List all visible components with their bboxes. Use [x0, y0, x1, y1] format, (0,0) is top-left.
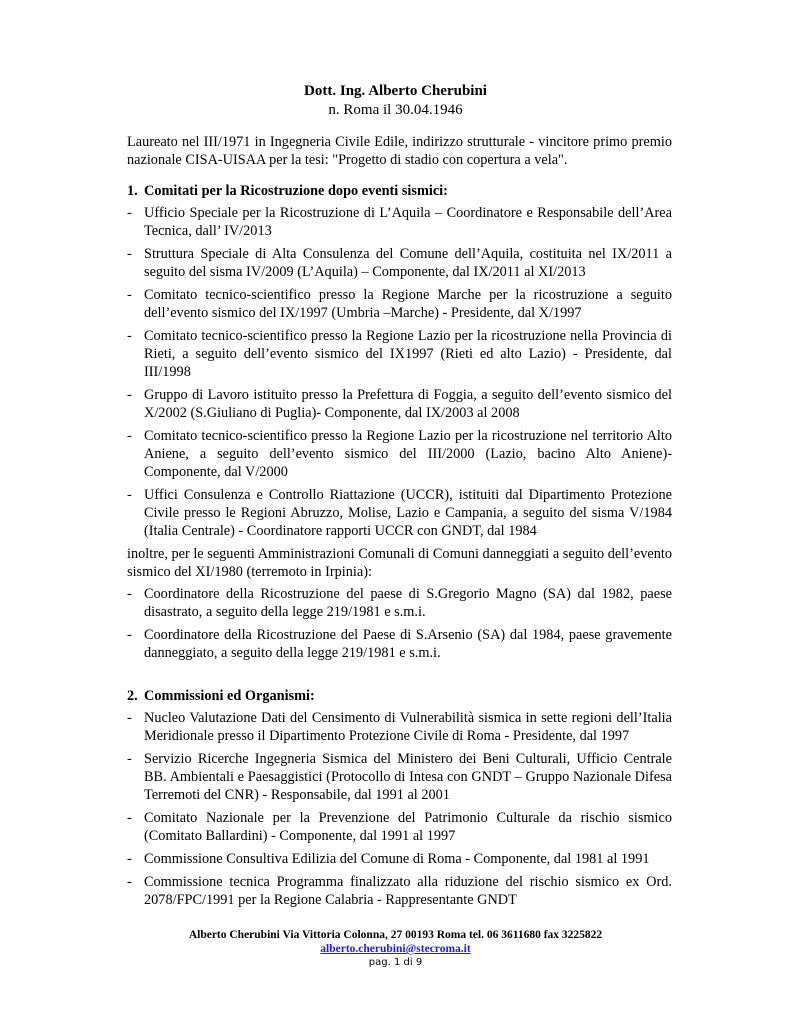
bullet-dash: - — [127, 627, 132, 643]
list-item: - Commissione Consultiva Edilizia del Comune di Roma - Componente, dal 1981 al 1991 — [127, 851, 650, 867]
footer-email-link[interactable]: alberto.cherubini@stecroma.it — [320, 943, 471, 955]
list-item: - Comitato Nazionale per la Prevenzione del Patrimonio Culturale da rischio sismico (Comitato Ballardini) - Componente, dal 1991 al 1997 — [127, 810, 672, 844]
section-2-title — [127, 687, 672, 705]
list-item: - Comitato tecnico-scientifico presso la Regione Lazio per la ricostruzione nel territorio Alto Aniene, a seguito dell’evento sismico del III/2000 (Lazio, bacino Alto Aniene)- Componente, dal V/2000 — [127, 428, 672, 480]
page-footer — [0, 928, 791, 970]
bullet-dash: - — [127, 710, 132, 726]
section-1-heading: Comitati per la Ricostruzione dopo eventi sismici: — [144, 183, 448, 199]
bullet-dash: - — [127, 428, 132, 444]
list-item: - Uffici Consulenza e Controllo Riattazione (UCCR), istituiti dal Dipartimento Protezione Civile presso le Regioni Abruzzo, Molise, Lazio e Campania, a seguito del sisma V/1984 (Italia Centrale) - Coordinatore rapporti UCCR con GNDT, dal 1984 — [127, 487, 672, 539]
bullet-dash: - — [127, 810, 132, 826]
section-1-title — [127, 182, 672, 200]
footer-address: Alberto Cherubini Via Vittoria Colonna, 27 00193 Roma tel. 06 3611680 fax 3225822 — [188, 929, 603, 941]
list-item: - Comitato tecnico-scientifico presso la Regione Lazio per la ricostruzione nella Provincia di Rieti, a seguito dell’evento sismico del IX1997 (Rieti ed alto Lazio) - Presidente, dal III/1998 — [127, 328, 672, 380]
intro-paragraph: Laureato nel III/1971 in Ingegneria Civile Edile, indirizzo strutturale - vincitore primo premio nazionale CISA-UISAA per la tesi: "Progetto di stadio con copertura a vela". — [127, 134, 672, 168]
bullet-dash: - — [127, 387, 132, 403]
section-2-heading: Commissioni ed Organismi: — [144, 688, 315, 704]
page-number: pag. 1 di 9 — [368, 957, 423, 968]
bullet-dash: - — [127, 751, 132, 767]
bullet-dash: - — [127, 487, 132, 503]
list-item: - Struttura Speciale di Alta Consulenza del Comune dell’Aquila, costituita nel IX/2011 a seguito del sisma IV/2009 (L’Aquila) – Componente, dal IX/2011 al XI/2013 — [127, 246, 672, 280]
document-header — [0, 82, 791, 120]
list-item: - Nucleo Valutazione Dati del Censimento di Vulnerabilità sismica in sette regioni dell’Italia Meridionale presso il Dipartimento Protezione Civile di Roma - Presidente, dal 1997 — [127, 710, 672, 744]
bullet-dash: - — [127, 851, 132, 867]
bullet-dash: - — [127, 328, 132, 344]
bullet-dash: - — [127, 586, 132, 602]
section-1-number: 1. — [127, 183, 138, 199]
section-2-number: 2. — [127, 688, 138, 704]
section-spacer — [127, 667, 672, 687]
inoltre-paragraph: inoltre, per le seguenti Amministrazioni Comunali di Comuni danneggiati a seguito dell’evento sismico del XI/1980 (terremoto in Irpinia): — [127, 546, 672, 580]
section-1-list — [127, 204, 672, 540]
section-2-list — [127, 709, 672, 909]
list-item: - Commissione tecnica Programma finalizzato alla riduzione del rischio sismico ex Ord. 2078/FPC/1991 per la Regione Calabria - Rappresentante GNDT — [127, 874, 672, 908]
list-item: - Coordinatore della Ricostruzione del Paese di S.Arsenio (SA) dal 1984, paese gravemente danneggiato, a seguito della legge 219/1981 e s.m.i. — [127, 627, 672, 661]
author-name: Dott. Ing. Alberto Cherubini — [304, 83, 487, 99]
bullet-dash: - — [127, 246, 132, 262]
document-body — [127, 133, 672, 914]
bullet-dash: - — [127, 874, 132, 890]
bullet-dash: - — [127, 287, 132, 303]
section-1-sublist — [127, 585, 672, 662]
birth-info: n. Roma il 30.04.1946 — [328, 102, 463, 118]
list-item: - Coordinatore della Ricostruzione del paese di S.Gregorio Magno (SA) dal 1982, paese disastrato, a seguito della legge 219/1981 e s.m.i. — [127, 586, 672, 620]
list-item: - Comitato tecnico-scientifico presso la Regione Marche per la ricostruzione a seguito dell’evento sismico del IX/1997 (Umbria –Marche) - Presidente, dal X/1997 — [127, 287, 672, 321]
bullet-dash: - — [127, 205, 132, 221]
list-item: - Servizio Ricerche Ingegneria Sismica del Ministero dei Beni Culturali, Ufficio Centrale BB. Ambientali e Paesaggistici (Protocollo di Intesa con GNDT – Gruppo Nazionale Difesa Terremoti del CNR) - Responsabile, dal 1991 al 2001 — [127, 751, 672, 803]
list-item: - Ufficio Speciale per la Ricostruzione di L’Aquila – Coordinatore e Responsabile dell’Area Tecnica, dall’ IV/2013 — [127, 205, 672, 239]
list-item: - Gruppo di Lavoro istituito presso la Prefettura di Foggia, a seguito dell’evento sismico del X/2002 (S.Giuliano di Puglia)- Componente, dal IX/2003 al 2008 — [127, 387, 672, 421]
